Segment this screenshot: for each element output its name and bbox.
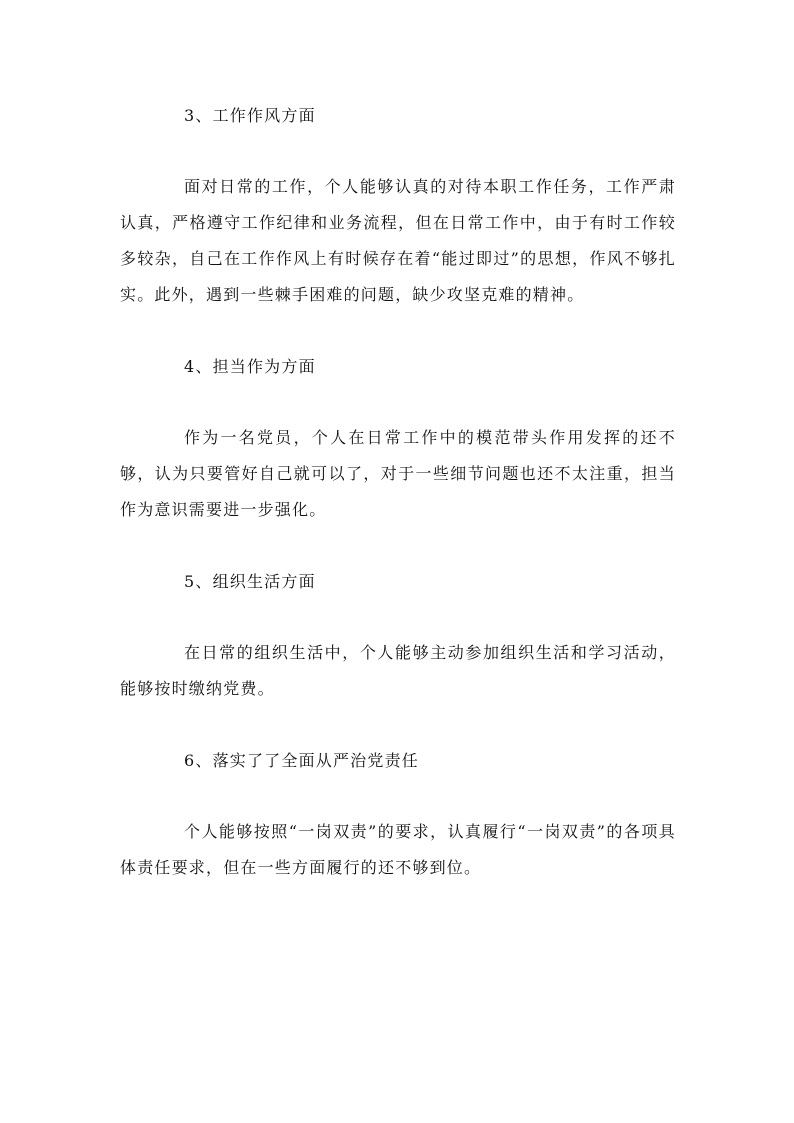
- document-body: [120, 98, 676, 886]
- section-heading-organizational-life: 5、组织生活方面: [184, 572, 316, 591]
- section-paragraph-responsibility: 作为一名党员，个人在日常工作中的模范带头作用发挥的还不够，认为只要管好自己就可以了，对于一些细节问题也还不太注重，担当作为意识需要进一步强化。: [120, 428, 676, 519]
- section-paragraph-party-discipline: 个人能够按照“一岗双责”的要求，认真履行“一岗双责”的各项具体责任要求，但在一些方面履行的还不够到位。: [120, 822, 676, 877]
- section-heading-party-discipline: 6、落实了了全面从严治党责任: [184, 751, 419, 770]
- section-paragraph-work-style: 面对日常的工作，个人能够认真的对待本职工作任务，工作严肃认真，严格遵守工作纪律和业务流程，但在日常工作中，由于有时工作较多较杂，自己在工作作风上有时候存在着“能过即过”的思想，作风不够扎实。此外，遇到一些棘手困难的问题，缺少攻坚克难的精神。: [120, 177, 676, 304]
- section-paragraph-organizational-life: 在日常的组织生活中，个人能够主动参加组织生活和学习活动，能够按时缴纳党费。: [120, 643, 676, 698]
- section-heading-responsibility: 4、担当作为方面: [184, 357, 316, 376]
- section-heading-work-style: 3、工作作风方面: [184, 106, 316, 125]
